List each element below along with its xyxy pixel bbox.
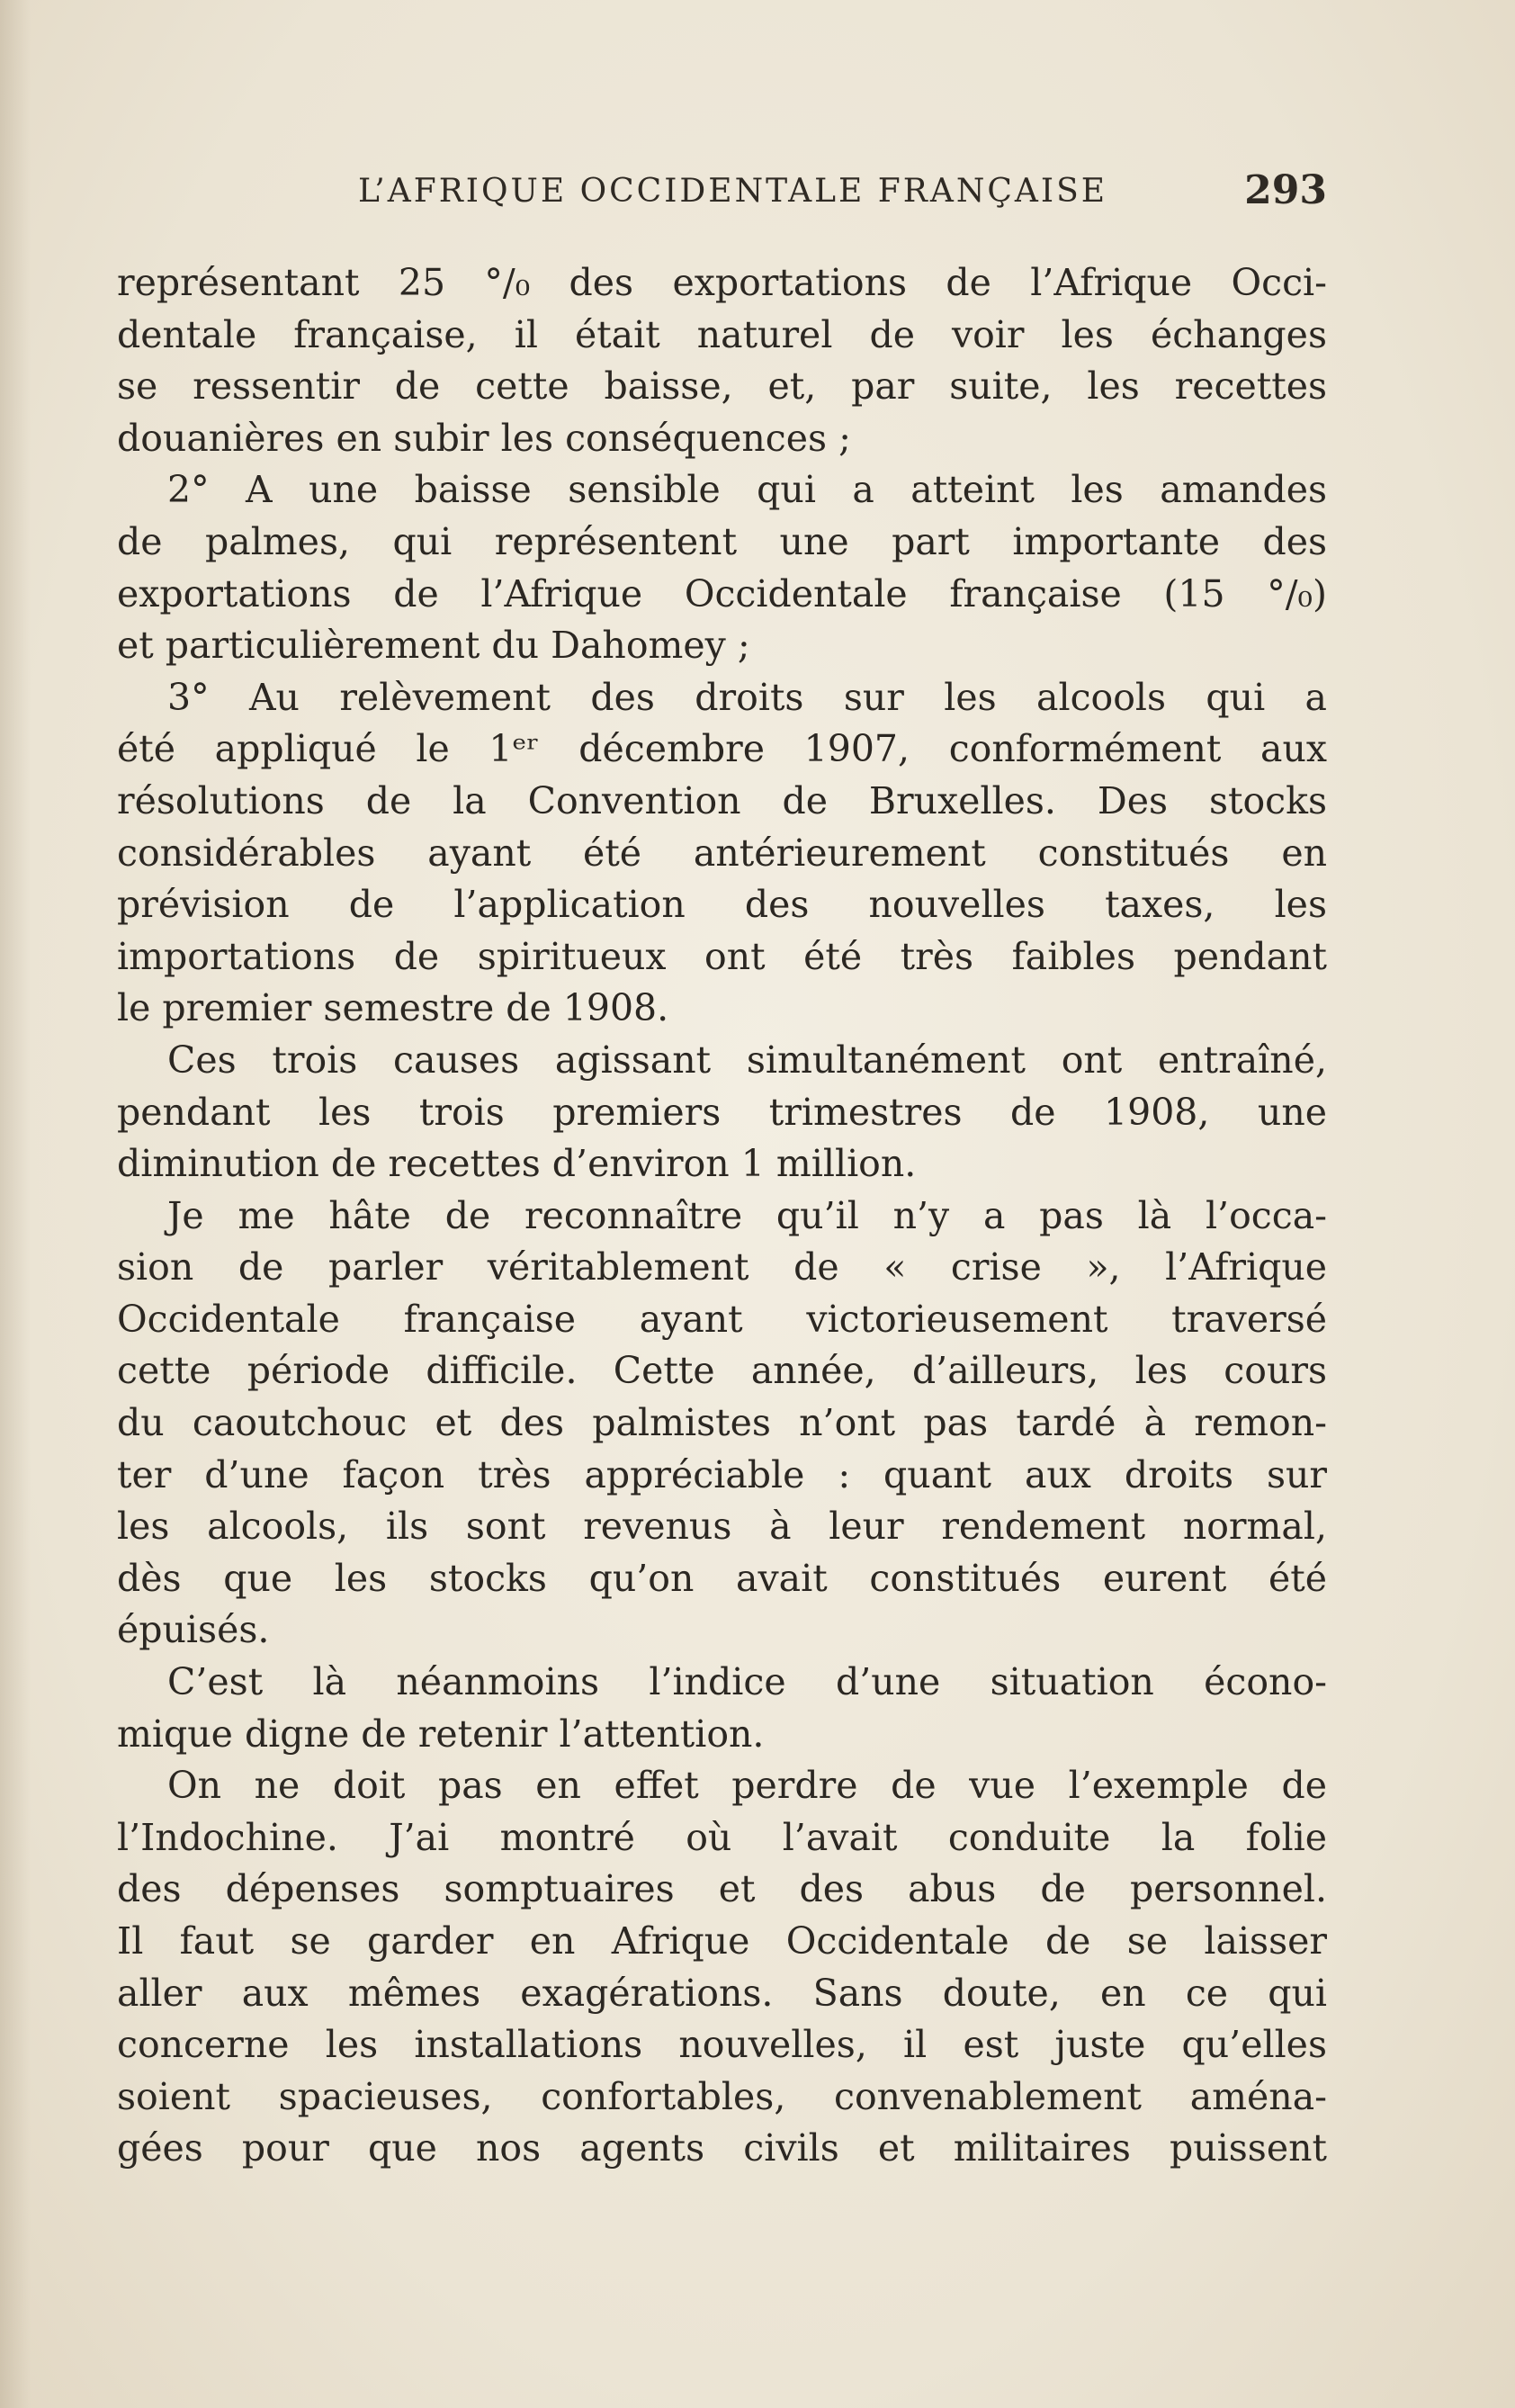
text-line: dès que les stocks qu’on avait constitués eurent été xyxy=(117,1556,1327,1600)
text-line: résolutions de la Convention de Bruxelles. Des stocks xyxy=(117,778,1327,822)
text-line: l’Indochine. J’ai montré où l’avait conduite la folie xyxy=(117,1815,1327,1859)
text-line: douanières en subir les conséquences ; xyxy=(117,416,851,460)
text-line: le premier semestre de 1908. xyxy=(117,986,669,1030)
page-gutter-shadow xyxy=(0,0,31,2408)
text-line: les alcools, ils sont revenus à leur rendement normal, xyxy=(117,1505,1327,1549)
paragraph xyxy=(117,1191,1327,1657)
paragraph xyxy=(117,672,1327,1035)
text-line: C’est là néanmoins l’indice d’une situation écono- xyxy=(167,1660,1327,1704)
text-line: Je me hâte de reconnaître qu’il n’y a pas là l’occa- xyxy=(167,1193,1327,1237)
body-text xyxy=(117,257,1327,2175)
paragraph xyxy=(117,464,1327,671)
text-line: et particulièrement du Dahomey ; xyxy=(117,624,750,668)
text-line: dentale française, il était naturel de voir les échanges xyxy=(117,312,1327,356)
text-line: sion de parler véritablement de « crise », l’Afrique xyxy=(117,1245,1327,1289)
paragraph xyxy=(117,257,1327,464)
text-line: Ces trois causes agissant simultanément ont entraîné, xyxy=(167,1038,1327,1082)
text-line: mique digne de retenir l’attention. xyxy=(117,1712,765,1756)
text-line: cette période difficile. Cette année, d’ailleurs, les cours xyxy=(117,1349,1327,1393)
text-line: Occidentale française ayant victorieusement traversé xyxy=(117,1297,1327,1341)
page-header xyxy=(117,167,1327,225)
text-line: épuisés. xyxy=(117,1608,270,1652)
paragraph xyxy=(117,1657,1327,1760)
text-line: soient spacieuses, confortables, convenablement aména- xyxy=(117,2074,1327,2118)
text-line: se ressentir de cette baisse, et, par suite, les recettes xyxy=(117,364,1327,409)
text-line: 2° A une baisse sensible qui a atteint les amandes xyxy=(167,468,1327,512)
text-line: diminution de recettes d’environ 1 million. xyxy=(117,1142,917,1186)
text-line: considérables ayant été antérieurement constitués en xyxy=(117,831,1327,875)
text-line: 3° Au relèvement des droits sur les alcools qui a xyxy=(167,675,1327,719)
page-number: 293 xyxy=(1244,167,1327,213)
text-line: pendant les trois premiers trimestres de 1908, une xyxy=(117,1090,1327,1134)
text-line: ter d’une façon très appréciable : quant aux droits sur xyxy=(117,1452,1327,1496)
text-line: été appliqué le 1ᵉʳ décembre 1907, conformément aux xyxy=(117,727,1327,771)
text-line: des dépenses somptuaires et des abus de personnel. xyxy=(117,1867,1327,1911)
text-line: aller aux mêmes exagérations. Sans doute, en ce qui xyxy=(117,1971,1327,2015)
paragraph xyxy=(117,1035,1327,1191)
text-line: représentant 25 °/₀ des exportations de l’Afrique Occi- xyxy=(117,261,1327,304)
text-line: importations de spiritueux ont été très faibles pendant xyxy=(117,934,1327,978)
text-line: du caoutchouc et des palmistes n’ont pas tardé à remon- xyxy=(117,1401,1327,1445)
text-line: gées pour que nos agents civils et militaires puissent xyxy=(117,2126,1327,2170)
text-line: concerne les installations nouvelles, il est juste qu’elles xyxy=(117,2023,1327,2067)
text-line: de palmes, qui représentent une part importante des xyxy=(117,519,1327,563)
paragraph xyxy=(117,1760,1327,2175)
text-line: exportations de l’Afrique Occidentale française (15 °/₀) xyxy=(117,571,1327,615)
text-line: prévision de l’application des nouvelles taxes, les xyxy=(117,883,1327,927)
running-title: L’AFRIQUE OCCIDENTALE FRANÇAISE xyxy=(358,173,1108,210)
text-line: On ne doit pas en effet perdre de vue l’exemple de xyxy=(167,1764,1327,1808)
text-line: Il faut se garder en Afrique Occidentale de se laisser xyxy=(117,1919,1327,1963)
